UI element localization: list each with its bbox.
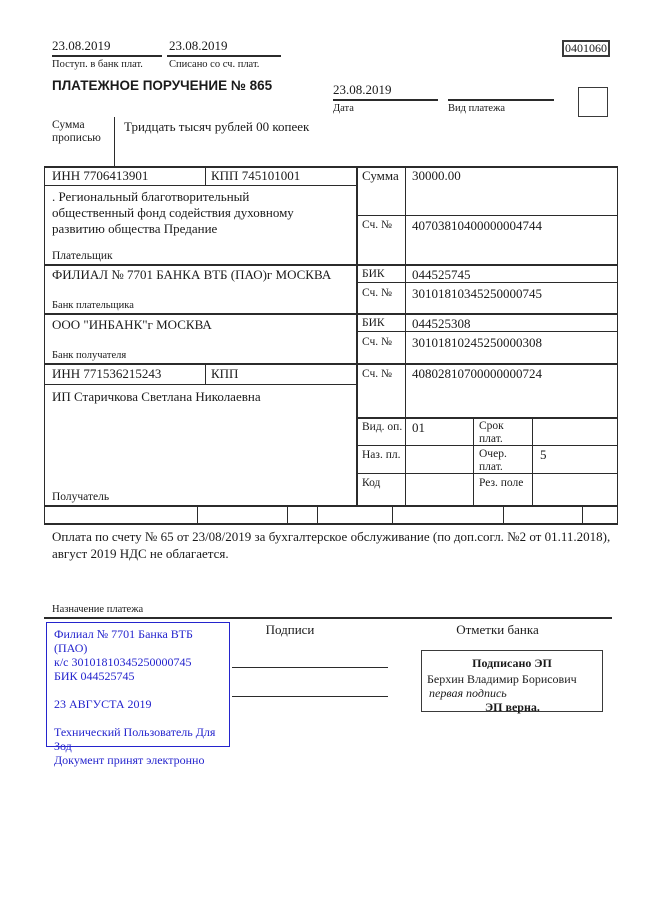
bank-marks-label: Отметки банка — [456, 622, 539, 637]
payer-name-line: развитию общества Предание — [52, 221, 218, 236]
stamp-line: Зод — [54, 739, 72, 753]
table-line — [392, 505, 393, 523]
payee-bank-label: Банк получателя — [52, 350, 127, 361]
payer-name-line: общественный фонд содействия духовному — [52, 205, 294, 220]
received-date: 23.08.2019 — [52, 38, 111, 53]
signatures-label: Подписи — [265, 622, 315, 637]
document-title: ПЛАТЕЖНОЕ ПОРУЧЕНИЕ № 865 — [52, 78, 273, 93]
document-date: 23.08.2019 — [333, 82, 392, 97]
signature-line — [232, 667, 388, 668]
table-border — [44, 166, 45, 523]
purpose-label: Назначение платежа — [52, 604, 144, 615]
table-border — [44, 264, 618, 266]
payee-bank-bik-value: 044525308 — [412, 316, 471, 331]
payer-bank-account-value: 30101810345250000745 — [412, 286, 542, 301]
payee-inn: ИНН 771536215243 — [52, 366, 162, 381]
code-label: Код — [362, 477, 381, 489]
amount-words-label: Сумма прописью — [52, 119, 101, 144]
table-line — [356, 215, 618, 216]
table-line — [405, 166, 406, 505]
signature-line — [232, 696, 388, 697]
table-border — [44, 505, 618, 507]
table-line — [582, 505, 583, 523]
divider-line — [167, 55, 281, 57]
received-date-label: Поступ. в банк плат. — [52, 59, 143, 70]
debited-date-label: Списано со сч. плат. — [169, 59, 260, 70]
bank-acceptance-stamp — [46, 622, 230, 767]
stamp-line: БИК 044525745 — [54, 669, 135, 683]
table-line — [317, 505, 318, 523]
divider-line — [52, 55, 162, 57]
payer-kpp: КПП 745101001 — [211, 168, 301, 183]
payee-bank-account-label: Сч. № — [362, 336, 393, 348]
table-border — [44, 363, 618, 365]
payer-label: Плательщик — [52, 250, 113, 262]
payer-bank-bik-label: БИК — [362, 268, 385, 280]
date-label: Дата — [333, 103, 354, 114]
stamp-line: Документ принят электронно — [54, 753, 205, 767]
payment-type-box — [578, 87, 608, 117]
stamp-line: 23 АВГУСТА 2019 — [54, 697, 152, 711]
table-line — [44, 384, 356, 385]
stamp-line: Технический Пользователь Для — [54, 725, 216, 739]
sum-value: 30000.00 — [412, 168, 461, 183]
payment-type-label: Вид платежа — [448, 103, 506, 114]
payee-kpp-label: КПП — [211, 366, 239, 381]
signed-ep-label: Подписано ЭП — [472, 656, 552, 670]
table-line — [356, 331, 618, 332]
payee-account-label: Сч. № — [362, 368, 393, 380]
purpose-code-label: Наз. пл. — [362, 449, 401, 461]
reserve-field-label: Рез. поле — [479, 477, 524, 489]
priority-label: Очер. плат. — [479, 448, 507, 473]
priority-value: 5 — [540, 447, 547, 462]
divider-line — [114, 117, 115, 166]
op-type-value: 01 — [412, 420, 425, 435]
due-date-label: Срок плат. — [479, 420, 504, 445]
stamp-line: к/с 30101810345250000745 — [54, 655, 192, 669]
purpose-text-line: Оплата по счету № 65 от 23/08/2019 за бухгалтерское обслуживание (по доп.согл. №2 от 01.11.2018), — [52, 529, 611, 544]
table-line — [287, 505, 288, 523]
signature-stamp-box — [421, 650, 603, 712]
amount-words-value: Тридцать тысяч рублей 00 копеек — [124, 119, 310, 134]
op-type-label: Вид. оп. — [362, 421, 403, 433]
payer-inn: ИНН 7706413901 — [52, 168, 149, 183]
form-code-box: 0401060 — [562, 40, 610, 57]
payer-account-label: Сч. № — [362, 219, 393, 231]
payee-bank-bik-label: БИК — [362, 317, 385, 329]
table-line — [205, 363, 206, 384]
table-line — [197, 505, 198, 523]
ep-valid-label: ЭП верна. — [485, 700, 540, 714]
payer-name-line: . Региональный благотворительный — [52, 189, 250, 204]
divider-line — [44, 617, 612, 619]
first-signature-label: первая подпись — [429, 686, 507, 700]
signer-name: Берхин Владимир Борисович — [427, 672, 577, 686]
table-border — [44, 313, 618, 315]
table-line — [205, 166, 206, 185]
payee-label: Получатель — [52, 491, 110, 503]
payee-bank-name: ООО "ИНБАНК"г МОСКВА — [52, 317, 212, 332]
table-border — [44, 523, 618, 525]
table-line — [503, 505, 504, 523]
table-line — [44, 185, 356, 186]
divider-line — [448, 99, 554, 101]
payer-bank-account-label: Сч. № — [362, 287, 393, 299]
table-border — [356, 166, 358, 505]
sum-label: Сумма — [362, 168, 399, 183]
table-border — [617, 166, 618, 523]
table-line — [356, 282, 618, 283]
payer-bank-bik-value: 044525745 — [412, 267, 471, 282]
payer-account-value: 40703810400000004744 — [412, 218, 542, 233]
table-border — [356, 417, 618, 419]
purpose-text-line: август 2019 НДС не облагается. — [52, 546, 229, 561]
payer-bank-name: ФИЛИАЛ № 7701 БАНКА ВТБ (ПАО)г МОСКВА — [52, 267, 332, 282]
payee-name: ИП Старичкова Светлана Николаевна — [52, 389, 261, 404]
stamp-line: Филиал № 7701 Банка ВТБ (ПАО) — [54, 627, 193, 655]
debited-date: 23.08.2019 — [169, 38, 228, 53]
table-line — [532, 417, 533, 505]
stamp-line — [54, 711, 222, 725]
stamp-line — [54, 683, 222, 697]
table-line — [473, 417, 474, 505]
payee-account-value: 40802810700000000724 — [412, 366, 542, 381]
payer-bank-label: Банк плательщика — [52, 300, 134, 311]
divider-line — [333, 99, 438, 101]
payee-bank-account-value: 30101810245250000308 — [412, 335, 542, 350]
